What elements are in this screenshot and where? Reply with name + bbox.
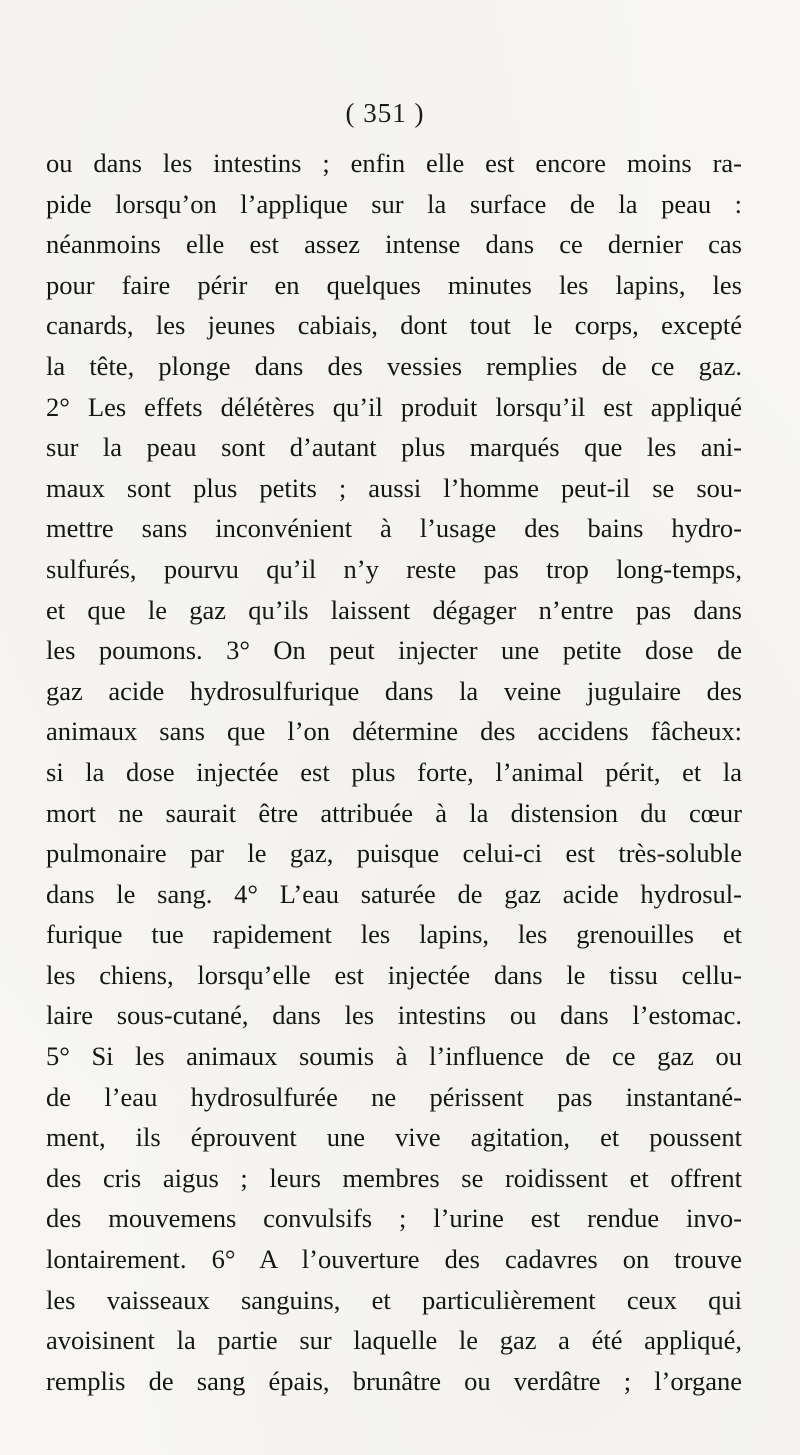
- text-line: 5° Si les animaux soumis à l’influence de ce gaz ou: [46, 1041, 742, 1072]
- text-line: maux sont plus petits ; aussi l’homme peut-il se sou-: [46, 472, 742, 503]
- text-line: de l’eau hydrosulfurée ne périssent pas instantané-: [46, 1081, 742, 1112]
- text-line: mettre sans inconvénient à l’usage des bains hydro-: [46, 513, 742, 544]
- text-line: sulfurés, pourvu qu’il n’y reste pas trop long-temps,: [46, 553, 742, 584]
- text-line: et que le gaz qu’ils laissent dégager n’entre pas dans: [46, 594, 742, 625]
- text-line: ment, ils éprouvent une vive agitation, et poussent: [46, 1122, 742, 1153]
- text-line: lontairement. 6° A l’ouverture des cadavres on trouve: [46, 1244, 742, 1275]
- text-line: pour faire périr en quelques minutes les lapins, les: [46, 269, 742, 300]
- page-number: ( 351 ): [345, 98, 425, 128]
- body-text: [46, 143, 742, 1401]
- text-line: pide lorsqu’on l’applique sur la surface de la peau :: [46, 188, 742, 219]
- text-line: des mouvemens convulsifs ; l’urine est rendue invo-: [46, 1203, 742, 1234]
- text-line: dans le sang. 4° L’eau saturée de gaz acide hydrosul-: [46, 878, 742, 909]
- text-line: des cris aigus ; leurs membres se roidissent et offrent: [46, 1162, 742, 1193]
- text-line: animaux sans que l’on détermine des accidens fâcheux:: [46, 716, 742, 747]
- text-line: si la dose injectée est plus forte, l’animal périt, et la: [46, 756, 742, 787]
- text-line: remplis de sang épais, brunâtre ou verdâtre ; l’organe: [46, 1365, 742, 1396]
- text-line: néanmoins elle est assez intense dans ce dernier cas: [46, 229, 742, 260]
- text-line: sur la peau sont d’autant plus marqués que les ani-: [46, 432, 742, 463]
- text-line: les chiens, lorsqu’elle est injectée dans le tissu cellu-: [46, 959, 742, 990]
- text-line: avoisinent la partie sur laquelle le gaz a été appliqué,: [46, 1325, 742, 1356]
- text-line: pulmonaire par le gaz, puisque celui-ci est très-soluble: [46, 838, 742, 869]
- text-line: les vaisseaux sanguins, et particulièrement ceux qui: [46, 1284, 742, 1315]
- text-line: ou dans les intestins ; enfin elle est encore moins ra-: [46, 148, 742, 178]
- text-line: furique tue rapidement les lapins, les grenouilles et: [46, 919, 742, 950]
- text-line: laire sous-cutané, dans les intestins ou dans l’estomac.: [46, 1000, 742, 1031]
- text-line: 2° Les effets délétères qu’il produit lorsqu’il est appliqué: [46, 391, 742, 422]
- text-line: la tête, plonge dans des vessies remplies de ce gaz.: [46, 350, 742, 381]
- text-line: gaz acide hydrosulfurique dans la veine jugulaire des: [46, 675, 742, 706]
- text-line: les poumons. 3° On peut injecter une petite dose de: [46, 635, 742, 666]
- text-line: canards, les jeunes cabiais, dont tout le corps, excepté: [46, 310, 742, 341]
- text-line: mort ne saurait être attribuée à la distension du cœur: [46, 797, 742, 828]
